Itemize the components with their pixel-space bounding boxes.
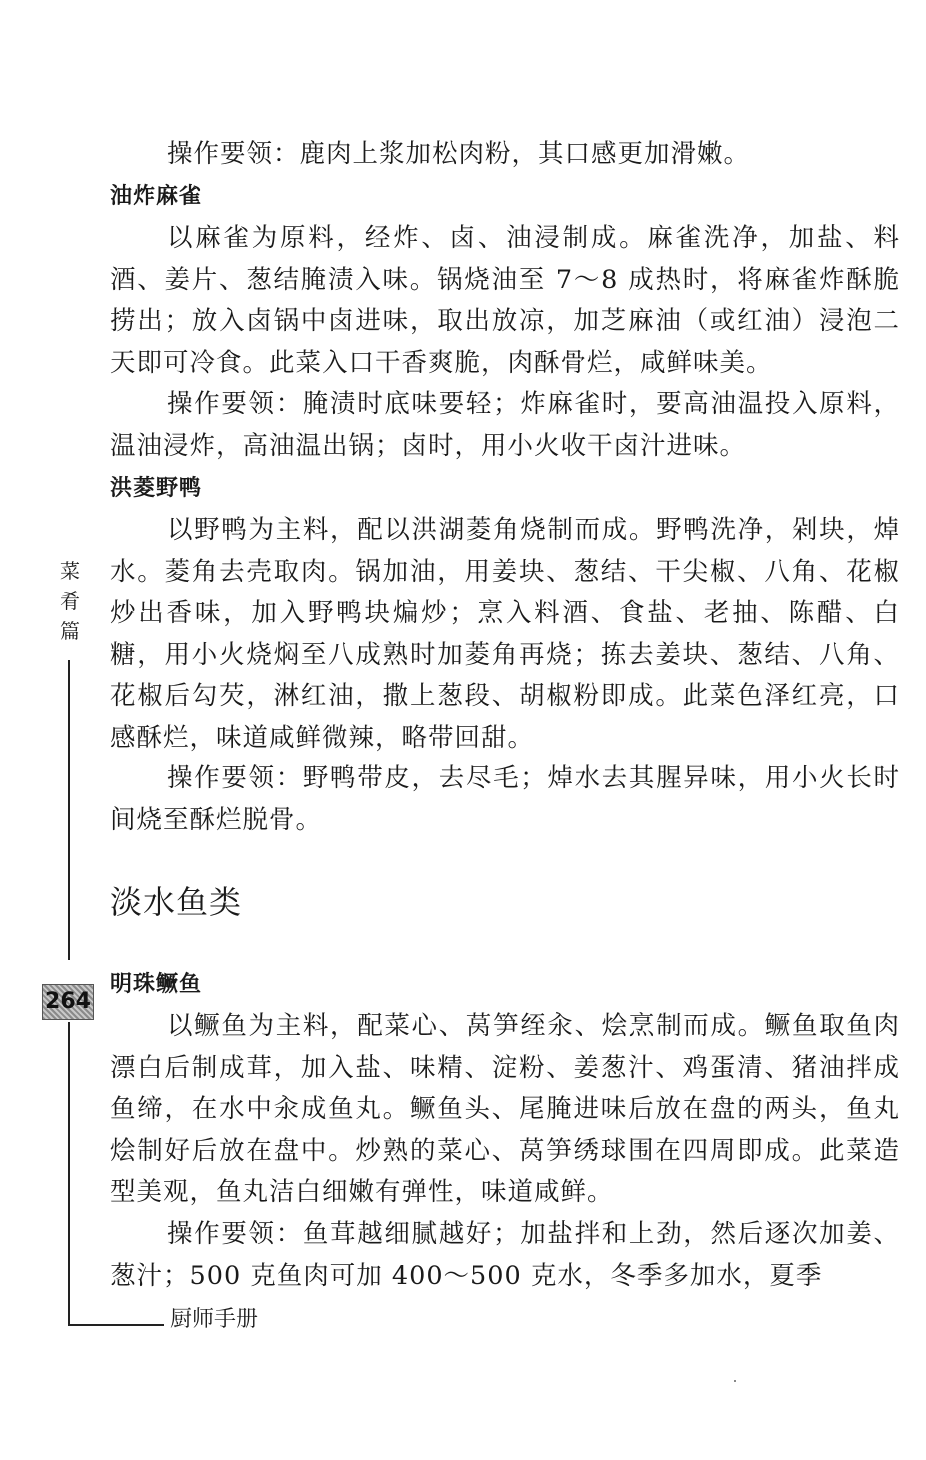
margin-rule-upper: [68, 660, 70, 960]
side-title-char: 菜: [60, 559, 80, 583]
side-title-char: 篇: [60, 619, 80, 643]
footer-rule: [68, 1324, 164, 1326]
margin-rule-lower: [68, 1022, 70, 1324]
recipe-title-duck: 洪菱野鸭: [110, 476, 203, 501]
footer-book-title: 厨师手册: [170, 1307, 259, 1332]
venison-tip: 操作要领：鹿肉上浆加松肉粉，其口感更加滑嫩。: [167, 139, 751, 169]
section-title: 淡水鱼类: [110, 883, 243, 921]
page-number: 264: [42, 984, 94, 1020]
scan-speck: [734, 1380, 736, 1382]
recipe-body-fish: 以鳜鱼为主料，配菜心、莴笋绖汆、烩烹制而成。鳜鱼取鱼肉漂白后制成茸，加入盐、味精、淀粉、姜葱汁、鸡蛋清、猪油拌成鱼缔，在水中汆成鱼丸。鳜鱼头、尾腌进味后放在盘的两头，鱼丸烩制好后放在盘中。炒熟的菜心、莴笋绣球围在四周即成。此菜造型美观，鱼丸洁白细嫩有弹性，味道咸鲜。: [110, 1011, 900, 1207]
recipe-tip-sparrow: 操作要领：腌渍时底味要轻；炸麻雀时，要高油温投入原料，温油浸炸，高油温出锅；卤时，用小火收干卤汁进味。: [110, 389, 900, 461]
recipe-title-sparrow: 油炸麻雀: [110, 184, 203, 209]
recipe-tip-duck: 操作要领：野鸭带皮，去尽毛；焯水去其腥异味，用小火长时间烧至酥烂脱骨。: [110, 763, 900, 835]
side-chapter-title: [58, 556, 82, 646]
recipe-body-sparrow: 以麻雀为原料，经炸、卤、油浸制成。麻雀洗净，加盐、料酒、姜片、葱结腌渍入味。锅烧油至 7～8 成热时，将麻雀炸酥脆捞出；放入卤锅中卤进味，取出放凉，加芝麻油（或红油）浸泡二天即可冷食。此菜入口干香爽脆，肉酥骨烂，咸鲜味美。: [110, 223, 900, 378]
recipe-title-fish: 明珠鳜鱼: [110, 972, 203, 997]
recipe-body-duck: 以野鸭为主料，配以洪湖菱角烧制而成。野鸭洗净，剁块，焯水。菱角去壳取肉。锅加油，用姜块、葱结、干尖椒、八角、花椒炒出香味，加入野鸭块煸炒；烹入料酒、食盐、老抽、陈醋、白糖，用小火烧焖至八成熟时加菱角再烧；拣去姜块、葱结、八角、花椒后勾芡，淋红油，撒上葱段、胡椒粉即成。此菜色泽红亮，口感酥烂，味道咸鲜微辣，略带回甜。: [110, 515, 900, 753]
side-title-char: 肴: [60, 589, 80, 613]
recipe-tip-fish: 操作要领：鱼茸越细腻越好；加盐拌和上劲，然后逐次加姜、葱汁；500 克鱼肉可加 400～500 克水，冬季多加水，夏季: [110, 1219, 900, 1291]
